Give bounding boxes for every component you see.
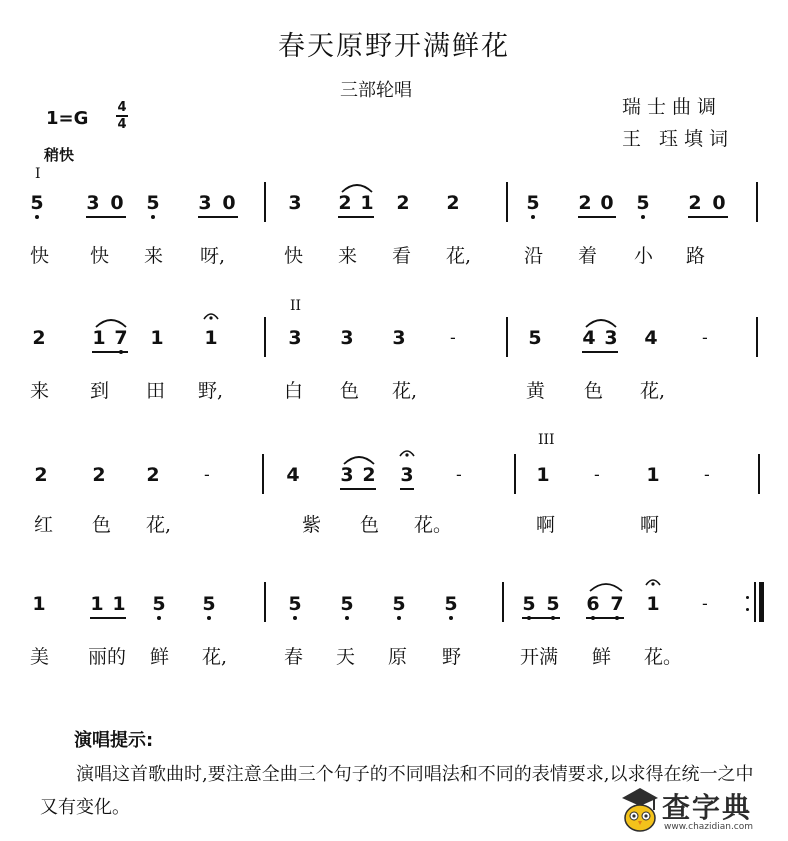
dash: - [702,328,708,347]
note: 2 [688,192,702,214]
lyric: 鲜 [150,646,170,668]
note: 5 [526,193,540,213]
lyric: 鲜 [592,646,612,668]
repeat-dot [746,596,749,599]
lyric: 白 [284,380,304,402]
note: 5 [202,594,216,614]
slur-mark [94,315,128,329]
note: 1 [360,192,374,214]
lyric: 啊 [640,514,660,536]
note: 0 [600,192,614,214]
lyric: 色 [92,514,112,536]
note: 1 [90,593,104,615]
lyric: 快 [284,245,304,267]
note: 2 [578,192,592,214]
note: 1 [646,593,660,615]
lyricist-credit: 王 珏填词 [622,128,735,150]
fermata-mark [202,308,220,322]
dash: - [450,328,456,347]
note: 3 [400,464,414,486]
lyric: 花, [202,646,228,668]
dash: - [456,465,462,484]
final-barline-thin [754,582,756,622]
note: 1 [92,327,106,349]
slur-mark [342,452,376,466]
note: 2 [446,192,460,214]
lyric: 野 [442,646,462,668]
note: 5 [522,594,536,614]
section-marker-2: II [290,298,302,314]
repeat-dot [746,608,749,611]
lyric: 春 [284,646,304,668]
lyric: 黄 [526,380,546,402]
watermark-logo [612,780,788,841]
note: 6 [586,594,600,614]
note: 2 [146,464,160,486]
slur-mark [340,180,374,194]
note: 3 [198,192,212,214]
note: 5 [30,193,44,213]
lyric: 快 [30,245,50,267]
watermark-text: 查字典 [662,791,753,824]
lyric: 色 [340,380,360,402]
lyric: 来 [338,245,358,267]
song-subtitle: 三部轮唱 [340,80,412,101]
section-marker-1: I [35,166,41,182]
slur-mark [584,315,618,329]
note: 2 [362,464,376,486]
watermark-url: www.chazidian.com [664,822,754,832]
lyric: 到 [90,380,110,402]
note: 4 [582,327,596,349]
note: 1 [32,593,46,615]
lyric: 花。 [644,646,683,668]
note: 1 [204,327,218,349]
note: 5 [392,594,406,614]
lyric: 田 [146,380,166,402]
time-signature [116,101,128,131]
lyric: 来 [144,245,164,267]
time-signature-bottom: 4 [117,116,127,132]
note: 7 [114,328,128,348]
lyric: 花。 [414,514,453,536]
lyric: 呀, [200,245,226,267]
note: 3 [340,327,354,349]
song-title: 春天原野开满鲜花 [278,31,510,62]
note: 5 [152,594,166,614]
dash: - [204,465,210,484]
note: 2 [396,192,410,214]
note: 0 [712,192,726,214]
fermata-mark [644,574,662,588]
lyric: 红 [34,514,54,536]
note: 5 [444,594,458,614]
lyric: 开满 [520,646,559,668]
note: 5 [528,327,542,349]
time-signature-top: 4 [117,100,127,115]
note: 4 [644,327,658,349]
lyric: 丽的 [88,646,127,668]
note: 5 [340,594,354,614]
dash: - [704,465,710,484]
performance-tips-heading: 演唱提示: [74,730,154,751]
lyric: 路 [686,245,706,267]
section-marker-3: III [538,432,555,448]
note: 5 [288,594,302,614]
note: 1 [150,327,164,349]
note: 2 [32,327,46,349]
note: 3 [604,327,618,349]
note: 1 [112,593,126,615]
lyric: 沿 [524,245,544,267]
note: 0 [110,192,124,214]
slur-mark [588,579,624,593]
note: 5 [546,594,560,614]
lyric: 看 [392,245,412,267]
owl-mascot-icon [620,786,660,832]
note: 0 [222,192,236,214]
note: 7 [610,594,624,614]
lyric: 花, [640,380,666,402]
lyric: 紫 [302,514,322,536]
note: 3 [86,192,100,214]
note: 5 [146,193,160,213]
note: 3 [392,327,406,349]
note: 1 [536,464,550,486]
note: 2 [34,464,48,486]
lyric: 色 [360,514,380,536]
note: 5 [636,193,650,213]
note: 3 [288,327,302,349]
lyric: 来 [30,380,50,402]
lyric: 美 [30,646,50,668]
lyric: 啊 [536,514,556,536]
lyric: 着 [578,245,598,267]
lyric: 花, [446,245,472,267]
tempo-marking: 稍快 [44,146,75,164]
lyric: 花, [392,380,418,402]
note: 3 [288,192,302,214]
note: 3 [340,464,354,486]
dash: - [702,594,708,613]
lyric: 小 [634,245,654,267]
note: 2 [92,464,106,486]
lyric: 色 [584,380,604,402]
lyric: 原 [388,646,408,668]
performance-tips-body: 演唱这首歌曲时,要注意全曲三个句子的不同唱法和不同的表情要求,以求得在统一之中又有变化。 [40,764,754,818]
key-signature: 1=G [46,108,89,129]
note: 2 [338,192,352,214]
dash: - [594,465,600,484]
final-barline-thick [759,582,764,622]
lyric: 野, [198,380,224,402]
note: 4 [286,464,300,486]
lyric: 花, [146,514,172,536]
fermata-mark [398,445,416,459]
lyric: 天 [336,646,356,668]
note: 1 [646,464,660,486]
composer-credit: 瑞士曲调 [622,96,723,118]
lyric: 快 [90,245,110,267]
